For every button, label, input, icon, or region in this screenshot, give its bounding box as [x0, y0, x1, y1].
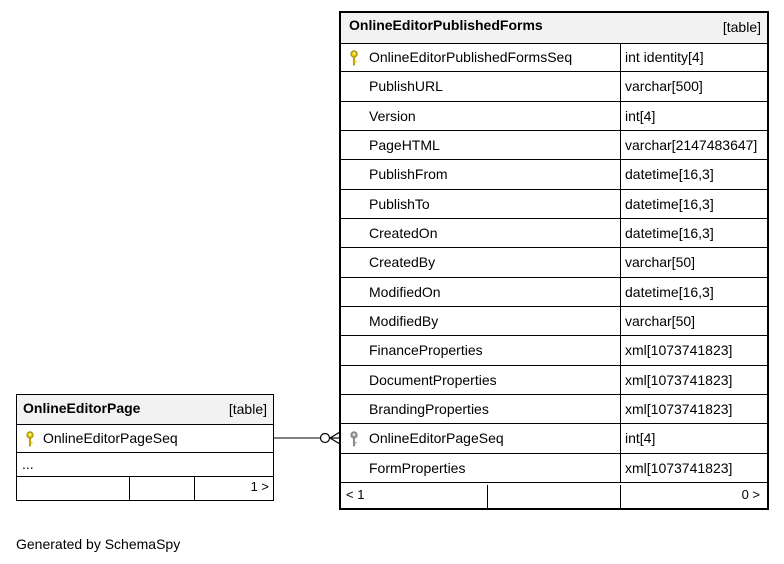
table-row-more	[17, 453, 273, 477]
footer-child-count: 0 >	[741, 487, 760, 502]
column-type: int[4]	[625, 107, 656, 124]
column-type: xml[1073741823]	[625, 400, 733, 417]
column-name: ModifiedBy	[369, 312, 439, 329]
table-kind: [table]	[228, 401, 267, 417]
column-name: DocumentProperties	[369, 371, 497, 388]
column-name: Version	[369, 107, 416, 124]
table-row[interactable]	[341, 336, 767, 365]
table-row[interactable]	[341, 160, 767, 189]
table-online-editor-page[interactable]	[16, 394, 274, 501]
table-online-editor-published-forms[interactable]	[339, 11, 769, 510]
column-type: datetime[16,3]	[625, 224, 714, 241]
table-row[interactable]	[341, 131, 767, 160]
zero-cardinality-circle	[321, 434, 330, 443]
table-row[interactable]	[341, 278, 767, 307]
column-type: int[4]	[625, 430, 656, 447]
table-footer	[17, 477, 273, 500]
table-name: OnlineEditorPublishedForms	[349, 17, 543, 33]
primary-key-icon	[25, 431, 35, 447]
column-name: CreatedBy	[369, 254, 436, 271]
table-row[interactable]	[341, 219, 767, 248]
table-row[interactable]	[341, 248, 767, 277]
footer-child-count: 1 >	[250, 479, 269, 494]
table-row[interactable]	[341, 395, 767, 424]
column-type: varchar[50]	[625, 254, 696, 271]
column-type: varchar[50]	[625, 312, 696, 329]
table-row[interactable]	[341, 366, 767, 395]
table-kind: [table]	[722, 19, 761, 35]
table-name: OnlineEditorPage	[23, 400, 141, 416]
column-type: xml[1073741823]	[625, 459, 733, 476]
table-row[interactable]	[17, 424, 273, 453]
column-name: OnlineEditorPageSeq	[43, 430, 178, 446]
column-name: FinanceProperties	[369, 342, 483, 359]
column-type: varchar[500]	[625, 78, 703, 95]
column-name: CreatedOn	[369, 224, 438, 241]
table-row[interactable]	[341, 307, 767, 336]
column-type: xml[1073741823]	[625, 371, 733, 388]
column-type: int identity[4]	[625, 49, 704, 65]
table-row[interactable]	[341, 72, 767, 101]
table-header	[341, 13, 767, 44]
column-name: BrandingProperties	[369, 400, 489, 417]
table-footer	[341, 485, 767, 508]
column-type: varchar[2147483647]	[625, 136, 758, 153]
column-name: ModifiedOn	[369, 283, 441, 300]
column-name: OnlineEditorPublishedFormsSeq	[369, 49, 573, 65]
table-row[interactable]	[341, 43, 767, 72]
generated-by-label: Generated by SchemaSpy	[16, 536, 181, 552]
table-row[interactable]	[341, 454, 767, 483]
column-type: datetime[16,3]	[625, 283, 714, 300]
table-row[interactable]	[341, 424, 767, 453]
table-row[interactable]	[341, 102, 767, 131]
column-name: OnlineEditorPageSeq	[369, 430, 504, 447]
footer-parent-count: < 1	[346, 487, 365, 502]
foreign-key-icon	[349, 431, 359, 447]
column-name: FormProperties	[369, 459, 466, 476]
column-name: PageHTML	[369, 136, 440, 153]
primary-key-icon	[349, 50, 359, 66]
column-name: PublishTo	[369, 195, 430, 212]
column-type: xml[1073741823]	[625, 342, 733, 359]
more-columns-indicator: ...	[22, 456, 34, 472]
column-name: PublishURL	[369, 78, 443, 95]
table-header	[17, 395, 273, 425]
column-type: datetime[16,3]	[625, 195, 714, 212]
column-type: datetime[16,3]	[625, 166, 714, 183]
table-row[interactable]	[341, 190, 767, 219]
column-name: PublishFrom	[369, 166, 448, 183]
